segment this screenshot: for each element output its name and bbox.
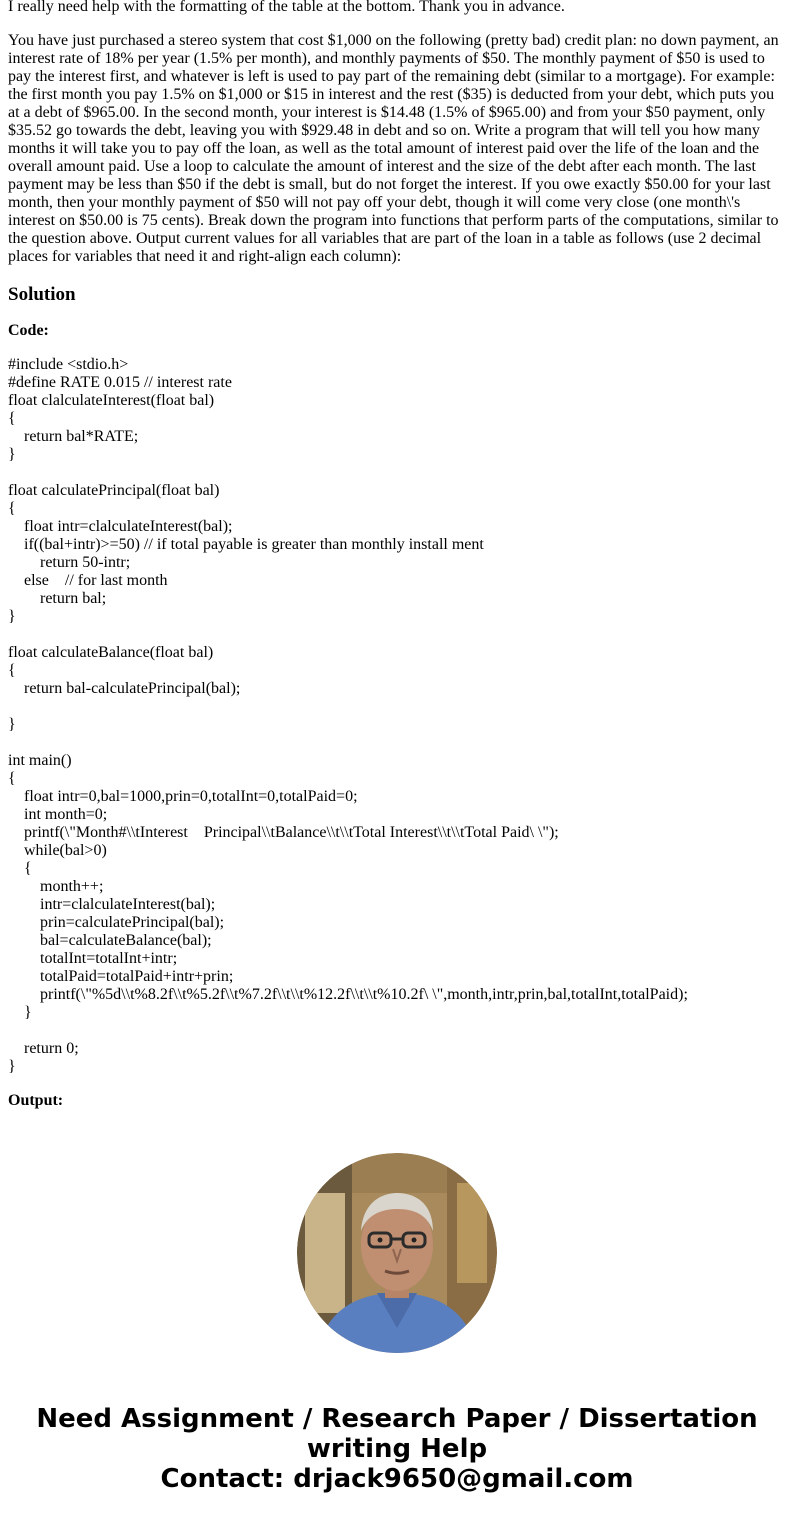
code-line: }: [8, 1004, 32, 1021]
code-line: [8, 626, 786, 644]
code-line: month++;: [8, 878, 104, 895]
code-block: [8, 356, 786, 1076]
code-line: float calculatePrincipal(float bal): [8, 482, 220, 499]
code-line: #define RATE 0.015 // interest rate: [8, 374, 232, 391]
code-line: [8, 734, 786, 752]
code-line: {: [8, 500, 16, 517]
author-photo-icon: [297, 1153, 497, 1353]
code-line: printf(\"Month#\\tInterest Principal\\tBalance\\t\\tTotal Interest\\t\\tTotal Paid\ \");: [8, 824, 559, 841]
article: [8, 0, 786, 1126]
code-line: prin=calculatePrincipal(bal);: [8, 914, 225, 931]
code-line: return bal*RATE;: [8, 428, 139, 445]
code-line: float clalculateInterest(float bal): [8, 392, 215, 409]
code-line: {: [8, 410, 16, 427]
code-line: else // for last month: [8, 572, 168, 589]
solution-heading: Solution: [8, 284, 76, 305]
code-line: bal=calculateBalance(bal);: [8, 932, 212, 949]
code-line: float intr=0,bal=1000,prin=0,totalInt=0,totalPaid=0;: [8, 788, 358, 805]
code-line: float intr=clalculateInterest(bal);: [8, 518, 233, 535]
code-line: if((bal+intr)>=50) // if total payable is greater than monthly install ment: [8, 536, 484, 553]
code-line: {: [8, 662, 16, 679]
author-photo: [297, 1153, 497, 1353]
code-line: float calculateBalance(float bal): [8, 644, 214, 661]
code-line: {: [8, 860, 32, 877]
code-line: printf(\"%5d\\t%8.2f\\t%5.2f\\t%7.2f\\t\\t%12.2f\\t\\t%10.2f\ \",month,intr,prin,bal,totalInt,totalPaid);: [8, 986, 688, 1003]
question-text: You have just purchased a stereo system that cost $1,000 on the following (pretty bad) credit plan: no down payment, an interest rate of 18% per year (1.5% per month), and monthly payments of $50. The monthly payment of $50 is used to pay the interest first, and whatever is left is used to pay part of the remaining debt (similar to a mortgage). For example: the first month you pay 1.5% on $1,000 or $15 in interest and the rest ($35) is deducted from your debt, which puts you at a debt of $965.00. In the second month, your interest is $14.48 (1.5% of $965.00) and from your $50 payment, only $35.52 go towards the debt, leaving you with $929.48 in debt and so on. Write a program that will tell you how many months it will take you to pay off the loan, as well as the total amount of interest paid over the life of the loan and the overall amount paid. Use a loop to calculate the amount of interest and the size of the debt after each month. The last payment may be less than $50 if the debt is small, but do not forget the interest. If you owe exactly $50.00 for your last month, then your monthly payment of $50 will not pay off your debt, though it will come very close (one month\'s interest on $50.00 is 75 cents). Break down the program into functions that perform parts of the computations, similar to the question above. Output current values for all variables that are part of the loan in a table as follows (use 2 decimal places for variables that need it and right-align each column):: [8, 32, 779, 265]
code-line: }: [8, 446, 16, 463]
code-line: }: [8, 608, 16, 625]
code-line: int main(): [8, 752, 72, 769]
code-line: totalInt=totalInt+intr;: [8, 950, 178, 967]
code-label: Code:: [8, 322, 49, 339]
code-line: return bal-calculatePrincipal(bal);: [8, 680, 241, 697]
code-line: }: [8, 1058, 16, 1075]
output-label: Output:: [8, 1092, 64, 1109]
code-line: [8, 464, 786, 482]
code-line: return 50-intr;: [8, 554, 131, 571]
code-line: return bal;: [8, 590, 107, 607]
intro-text: I really need help with the formatting of the table at the bottom. Thank you in advance.: [8, 0, 565, 15]
promo-line-2: writing Help: [306, 1434, 488, 1464]
promo-line-1: Need Assignment / Research Paper / Dissertation: [36, 1404, 758, 1434]
code-line: #include <stdio.h>: [8, 356, 129, 373]
code-line: while(bal>0): [8, 842, 107, 859]
code-line: int month=0;: [8, 806, 108, 823]
promo-contact: Contact: drjack9650@gmail.com: [160, 1464, 634, 1494]
promo-banner: [0, 1404, 794, 1494]
code-line: intr=clalculateInterest(bal);: [8, 896, 216, 913]
code-line: [8, 698, 786, 716]
code-line: [8, 1022, 786, 1040]
code-line: totalPaid=totalPaid+intr+prin;: [8, 968, 234, 985]
code-line: return 0;: [8, 1040, 79, 1057]
code-line: {: [8, 770, 16, 787]
code-line: }: [8, 716, 16, 733]
